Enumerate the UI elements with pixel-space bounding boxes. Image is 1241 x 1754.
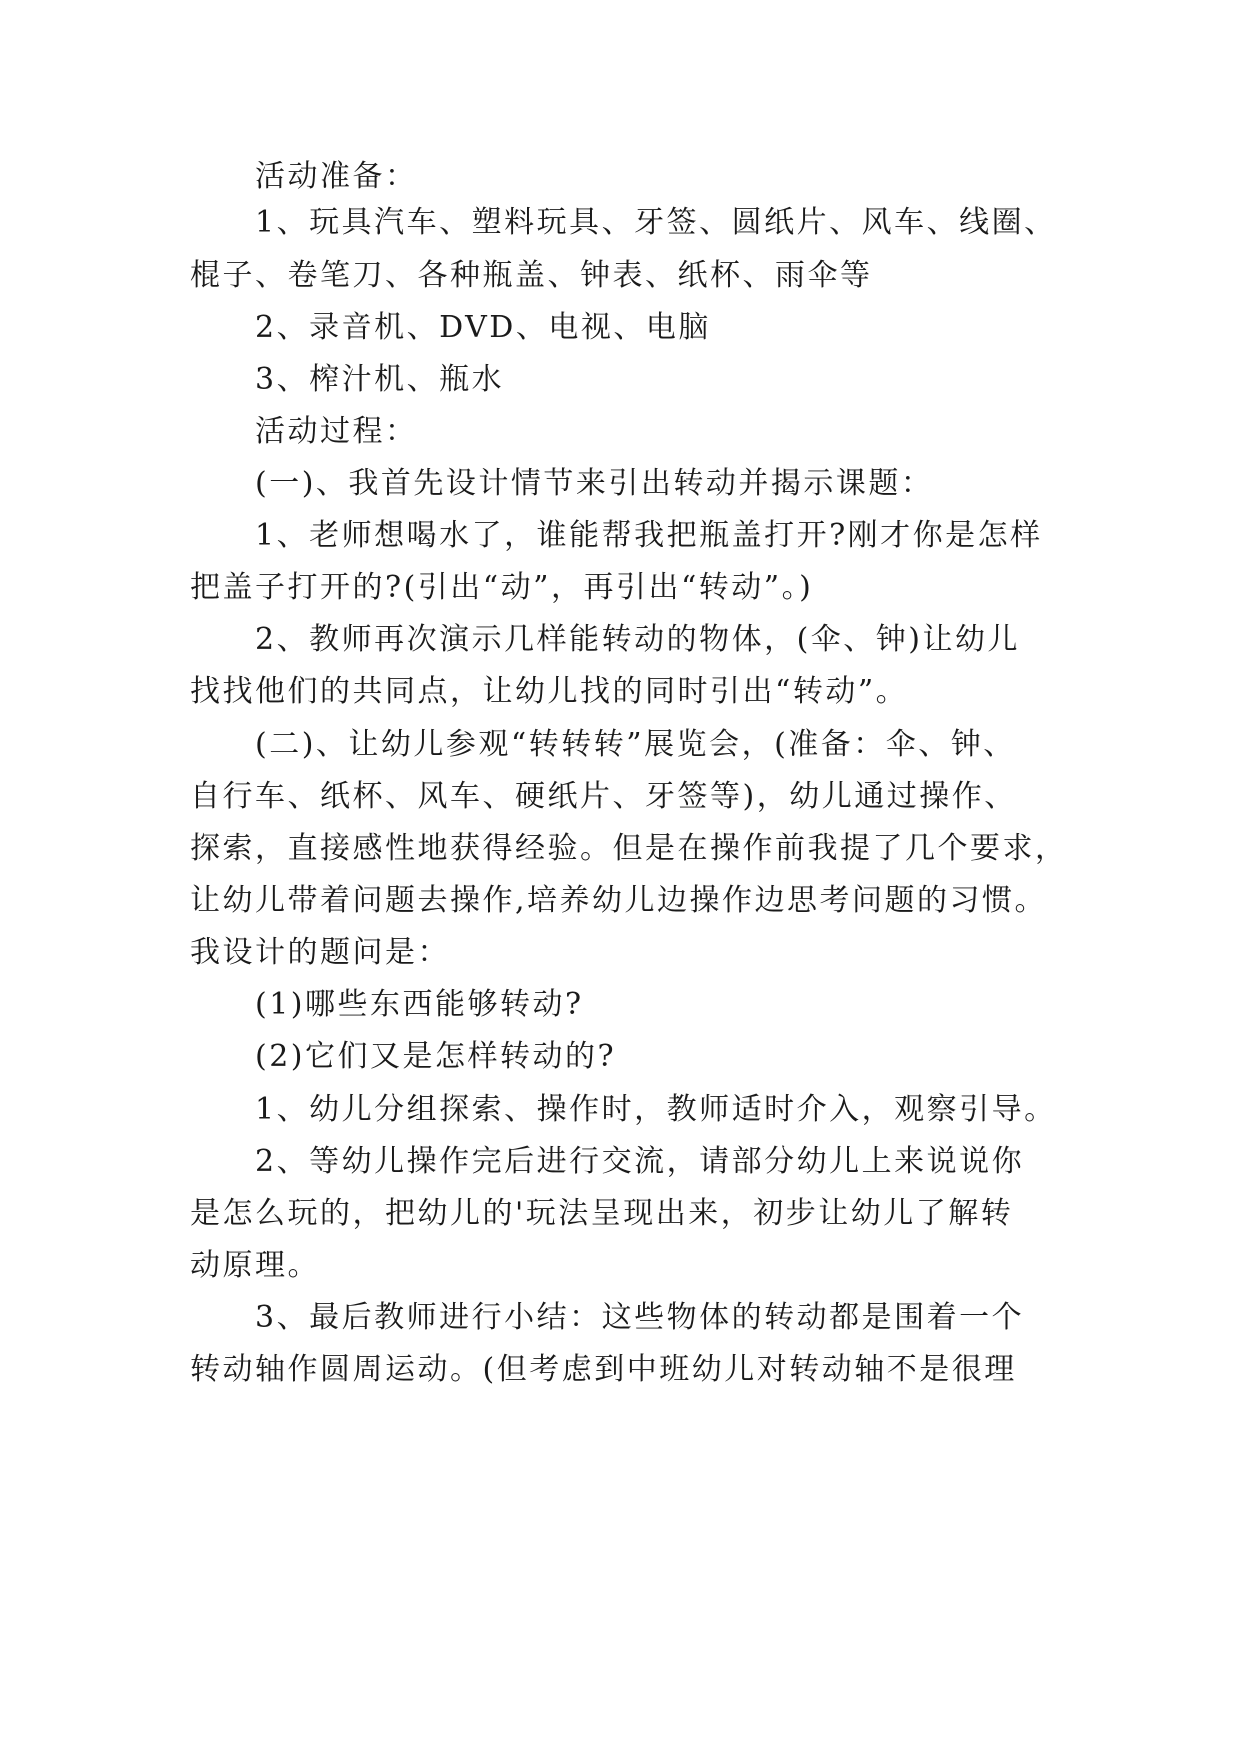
paragraph-line: 把盖子打开的?(引出“动”，再引出“转动”。): [190, 570, 814, 605]
question-item: (2)它们又是怎样转动的?: [255, 1039, 617, 1074]
paragraph-line: 动原理。: [190, 1248, 320, 1283]
paragraph-line: (一)、我首先设计情节来引出转动并揭示课题：: [255, 466, 934, 501]
question-item: (1)哪些东西能够转动?: [255, 987, 584, 1022]
paragraph-line: 转动轴作圆周运动。(但考虑到中班幼儿对转动轴不是很理: [190, 1352, 1017, 1387]
paragraph-line: 找找他们的共同点，让幼儿找的同时引出“转动”。: [190, 674, 909, 709]
paragraph-line: 2、等幼儿操作完后进行交流，请部分幼儿上来说说你: [255, 1144, 1025, 1179]
paragraph-line: 1、幼儿分组探索、操作时，教师适时介入，观察引导。: [255, 1092, 1057, 1127]
section-heading-process: 活动过程：: [255, 414, 418, 449]
paragraph-line: 让幼儿带着问题去操作,培养幼儿边操作边思考问题的习惯。: [190, 883, 1048, 918]
paragraph-line: 是怎么玩的，把幼儿的'玩法呈现出来，初步让幼儿了解转: [190, 1196, 1014, 1231]
paragraph-line: 1、玩具汽车、塑料玩具、牙签、圆纸片、风车、线圈、: [255, 205, 1057, 240]
paragraph-line: 棍子、卷笔刀、各种瓶盖、钟表、纸杯、雨伞等: [190, 258, 873, 293]
paragraph-line: 我设计的题问是：: [190, 935, 450, 970]
paragraph-line: 2、录音机、DVD、电视、电脑: [255, 310, 711, 345]
paragraph-line: 探索，直接感性地获得经验。但是在操作前我提了几个要求，: [190, 831, 1068, 866]
paragraph-line: 3、榨汁机、瓶水: [255, 362, 505, 397]
paragraph-line: 自行车、纸杯、风车、硬纸片、牙签等)，幼儿通过操作、: [190, 779, 1017, 814]
paragraph-line: 1、老师想喝水了，谁能帮我把瓶盖打开?刚才你是怎样: [255, 518, 1043, 553]
section-heading-preparation: 活动准备：: [255, 159, 418, 194]
paragraph-line: 3、最后教师进行小结：这些物体的转动都是围着一个: [255, 1300, 1025, 1335]
paragraph-line: 2、教师再次演示几样能转动的物体，(伞、钟)让幼儿: [255, 622, 1020, 657]
paragraph-line: (二)、让幼儿参观“转转转”展览会，(准备：伞、钟、: [255, 727, 1016, 762]
